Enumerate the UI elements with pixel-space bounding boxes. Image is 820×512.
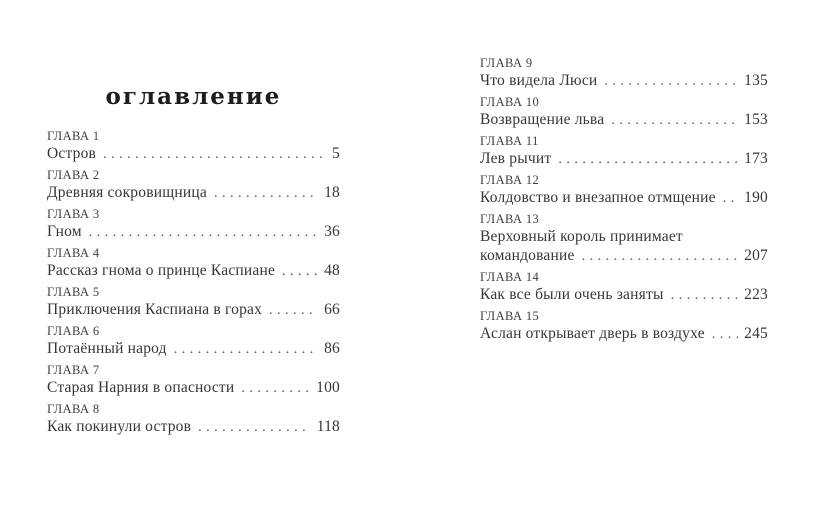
page-number: 223: [744, 286, 768, 303]
toc-right-column: [480, 55, 768, 347]
dot-leader: [712, 324, 738, 344]
chapter-title: Возвращение льва: [480, 111, 605, 128]
page-number: 245: [744, 325, 768, 342]
toc-entry-chapter-14: [480, 269, 768, 305]
toc-entry-chapter-6: [47, 323, 340, 359]
page-number: 48: [324, 262, 340, 279]
chapter-title-line1: Верховный король принимает: [480, 228, 683, 245]
toc-entry-chapter-11: [480, 133, 768, 169]
chapter-title: Потаённый народ: [47, 340, 167, 357]
chapter-label: ГЛАВА 11: [480, 134, 539, 148]
page-number: 135: [744, 72, 768, 89]
chapter-label: ГЛАВА 13: [480, 212, 540, 226]
chapter-label: ГЛАВА 4: [47, 246, 100, 260]
chapter-title: Древняя сокровищница: [47, 184, 207, 201]
chapter-label: ГЛАВА 14: [480, 270, 540, 284]
page-number: 190: [744, 189, 768, 206]
chapter-title: Что видела Люси: [480, 72, 598, 89]
toc-entry-chapter-1: [47, 128, 340, 164]
dot-leader: [269, 300, 318, 320]
dot-leader: [89, 222, 318, 242]
chapter-title-line2: командование: [480, 247, 575, 264]
toc-entry-chapter-15: [480, 308, 768, 344]
page-number: 36: [324, 223, 340, 240]
chapter-title: Как все были очень заняты: [480, 286, 664, 303]
toc-entry-chapter-5: [47, 284, 340, 320]
dot-leader: [723, 188, 738, 208]
page-number: 153: [744, 111, 768, 128]
toc-entry-chapter-12: [480, 172, 768, 208]
chapter-label: ГЛАВА 15: [480, 309, 540, 323]
dot-leader: [103, 144, 326, 164]
dot-leader: [198, 417, 311, 437]
toc-entry-chapter-7: [47, 362, 340, 398]
chapter-title: Лев рычит: [480, 150, 552, 167]
chapter-title: Рассказ гнома о принце Каспиане: [47, 262, 276, 279]
chapter-title: Старая Нарния в опасности: [47, 379, 235, 396]
chapter-title: Приключения Каспиана в горах: [47, 301, 263, 318]
toc-entry-chapter-9: [480, 55, 768, 91]
chapter-title: Колдовство и внезапное отмщение: [480, 189, 716, 206]
chapter-title: Гном: [47, 223, 82, 240]
chapter-label: ГЛАВА 9: [480, 56, 533, 70]
dot-leader: [174, 339, 318, 359]
dot-leader: [604, 71, 738, 91]
chapter-label: ГЛАВА 10: [480, 95, 540, 109]
chapter-title: Как покинули остров: [47, 418, 192, 435]
page-title: оглавление: [105, 83, 282, 110]
chapter-label: ГЛАВА 5: [47, 285, 100, 299]
dot-leader: [282, 261, 318, 281]
page-number: 118: [316, 418, 340, 435]
chapter-title: Остров: [47, 145, 97, 162]
dot-leader: [241, 378, 310, 398]
page-number: 100: [316, 379, 340, 396]
toc-entry-chapter-13: [480, 211, 768, 266]
toc-left-column: [47, 84, 340, 440]
page-number: 18: [324, 184, 340, 201]
toc-entry-chapter-8: [47, 401, 340, 437]
chapter-label: ГЛАВА 8: [47, 402, 100, 416]
page-number: 86: [324, 340, 340, 357]
dot-leader: [582, 246, 739, 266]
dot-leader: [558, 149, 738, 169]
chapter-label: ГЛАВА 12: [480, 173, 540, 187]
chapter-label: ГЛАВА 7: [47, 363, 100, 377]
chapter-title: Аслан открывает дверь в воздухе: [480, 325, 705, 342]
page-number: 66: [324, 301, 340, 318]
dot-leader: [671, 285, 739, 305]
page-number: 173: [744, 150, 768, 167]
toc-entry-chapter-10: [480, 94, 768, 130]
dot-leader: [611, 110, 738, 130]
chapter-label: ГЛАВА 6: [47, 324, 100, 338]
chapter-label: ГЛАВА 1: [47, 129, 100, 143]
chapter-label: ГЛАВА 3: [47, 207, 100, 221]
page-number: 207: [744, 247, 768, 264]
toc-entry-chapter-4: [47, 245, 340, 281]
chapter-label: ГЛАВА 2: [47, 168, 100, 182]
toc-entry-chapter-3: [47, 206, 340, 242]
dot-leader: [214, 183, 318, 203]
toc-entry-chapter-2: [47, 167, 340, 203]
page-number: 5: [332, 145, 340, 162]
